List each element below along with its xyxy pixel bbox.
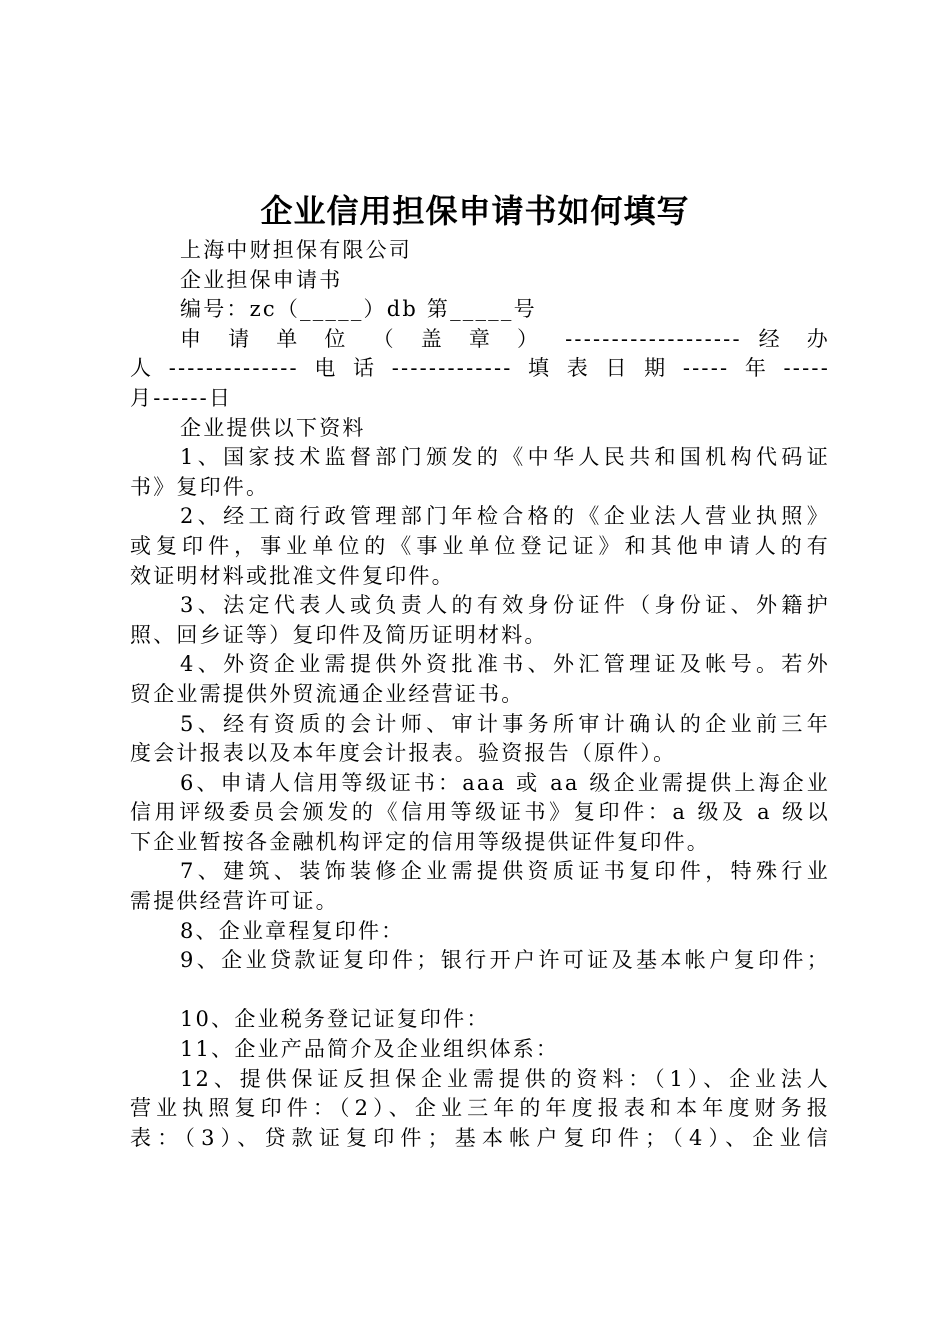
blank-line	[130, 976, 830, 1006]
paragraph-12-line-1: 12、提供保证反担保企业需提供的资料：（1）、企业法人	[180, 1066, 830, 1091]
paragraph-9: 9、企业贷款证复印件；银行开户许可证及基本帐户复印件；	[180, 948, 830, 973]
paragraph-12-line-2: 营业执照复印件：（2）、企业三年的年度报表和本年度财务报	[130, 1096, 830, 1121]
date-day-line: 月------日	[130, 385, 233, 410]
company-name: 上海中财担保有限公司	[180, 238, 412, 262]
document-title: 企业信用担保申请书如何填写	[260, 192, 690, 230]
paragraph-8: 8、企业章程复印件：	[180, 918, 405, 943]
paragraph-6-line-1: 6、申请人信用等级证书：aaa 或 aa 级企业需提供上海企业	[180, 770, 830, 795]
paragraph-3-line-1: 3、法定代表人或负责人的有效身份证件（身份证、外籍护	[180, 593, 830, 618]
paragraph-3-line-2: 照、回乡证等）复印件及简历证明材料。	[130, 622, 548, 647]
paragraph-11: 11、企业产品简介及企业组织体系：	[180, 1037, 560, 1062]
applicant-unit-line: 申 请 单 位 （ 盖 章 ） ------------------- 经 办	[180, 326, 830, 351]
paragraph-2-line-3: 效证明材料或批准文件复印件。	[130, 563, 455, 588]
paragraph-10: 10、企业税务登记证复印件：	[180, 1007, 490, 1032]
paragraph-6-line-2: 信用评级委员会颁发的《信用等级证书》复印件：a 级及 a 级以	[130, 800, 830, 825]
materials-heading: 企业提供以下资料	[180, 415, 366, 440]
paragraph-2-line-2: 或复印件，事业单位的《事业单位登记证》和其他申请人的有	[130, 533, 830, 558]
paragraph-4-line-2: 贸企业需提供外贸流通企业经营证书。	[130, 681, 525, 706]
document-body	[130, 236, 830, 1153]
paragraph-12-line-3: 表：（3）、贷款证复印件；基本帐户复印件；（4）、企业信	[130, 1125, 830, 1150]
paragraph-7-line-2: 需提供经营许可证。	[130, 889, 339, 914]
paragraph-4-line-1: 4、外资企业需提供外资批准书、外汇管理证及帐号。若外	[180, 652, 830, 677]
handler-phone-date-line: 人--------------电话-------------填表日期-----年-----	[130, 356, 830, 381]
form-name: 企业担保申请书	[180, 267, 343, 292]
paragraph-1-line-2: 书》复印件。	[130, 474, 270, 499]
paragraph-6-line-3: 下企业暂按各金融机构评定的信用等级提供证件复印件。	[130, 829, 710, 854]
paragraph-7-line-1: 7、建筑、装饰装修企业需提供资质证书复印件，特殊行业	[180, 859, 830, 884]
serial-number: 编号：zc（_____）db 第_____号	[180, 297, 537, 322]
paragraph-1-line-1: 1、国家技术监督部门颁发的《中华人民共和国机构代码证	[180, 445, 830, 470]
paragraph-2-line-1: 2、经工商行政管理部门年检合格的《企业法人营业执照》	[180, 504, 830, 529]
paragraph-5-line-2: 度会计报表以及本年度会计报表。验资报告（原件）。	[130, 741, 677, 766]
paragraph-5-line-1: 5、经有资质的会计师、审计事务所审计确认的企业前三年	[180, 711, 830, 736]
